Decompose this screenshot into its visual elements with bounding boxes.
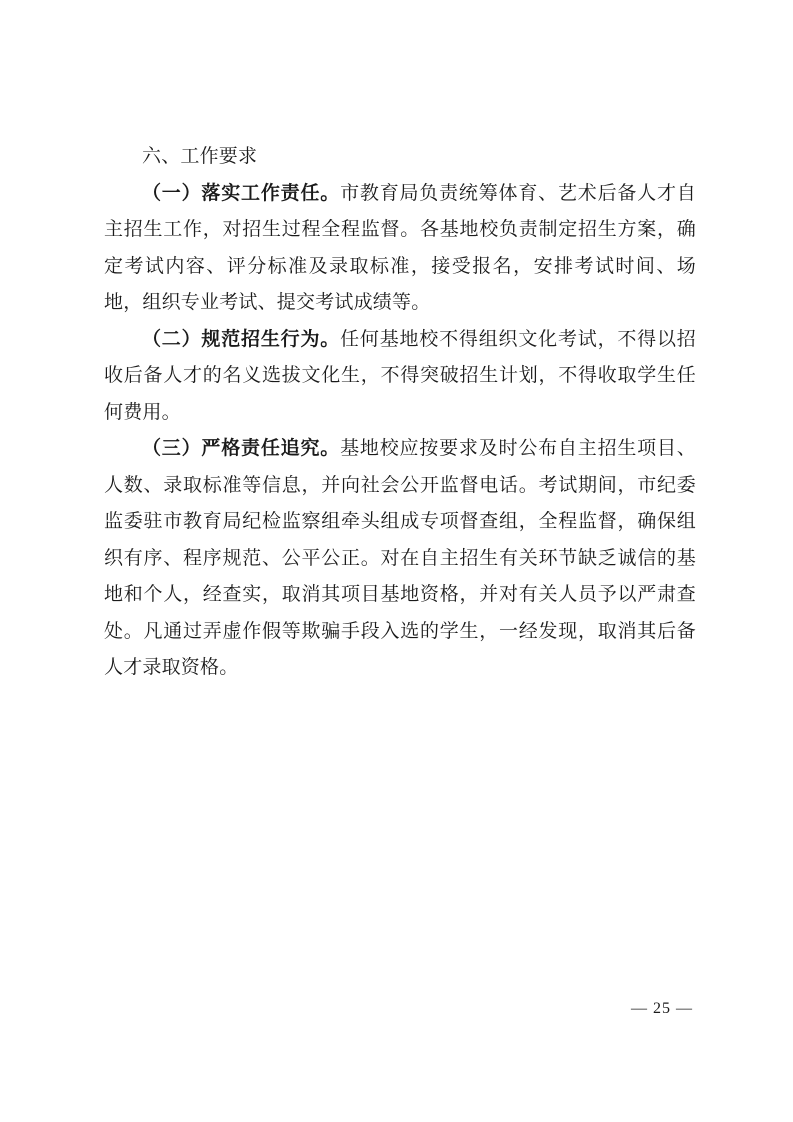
paragraph-text: 任何基地校不得组织文化考试，不得以招收后备人才的名义选拔文化生，不得突破招生计划，不得收取学生任何费用。	[104, 327, 696, 423]
paragraph-text: 基地校应按要求及时公布自主招生项目、人数、录取标准等信息，并向社会公开监督电话。考试期间，市纪委监委驻市教育局纪检监察组牵头组成专项督查组，全程监督，确保组织有序、程序规范、公平公正。对在自主招生有关环节缺乏诚信的基地和个人，经查实，取消其项目基地资格，并对有关人员予以严肃查处。凡通过弄虚作假等欺骗手段入选的学生，一经发现，取消其后备人才录取资格。	[104, 437, 696, 678]
paragraph-implement-responsibility	[104, 175, 696, 321]
paragraph-lead: （二）规范招生行为。	[142, 327, 341, 350]
paragraph-lead: （三）严格责任追究。	[142, 437, 341, 459]
paragraph-regulate-enrollment	[104, 321, 696, 431]
paragraph-text: 市教育局负责统筹体育、艺术后备人才自主招生工作，对招生过程全程监督。各基地校负责制定招生方案，确定考试内容、评分标准及录取标准，接受报名，安排考试时间、场地，组织专业考试、提交考试成绩等。	[104, 181, 696, 313]
paragraph-accountability	[104, 430, 696, 686]
paragraph-lead: （一）落实工作责任。	[142, 181, 341, 204]
document-body	[104, 138, 696, 686]
section-heading: 六、工作要求	[142, 145, 258, 167]
page-number: — 25 —	[631, 1000, 693, 1017]
